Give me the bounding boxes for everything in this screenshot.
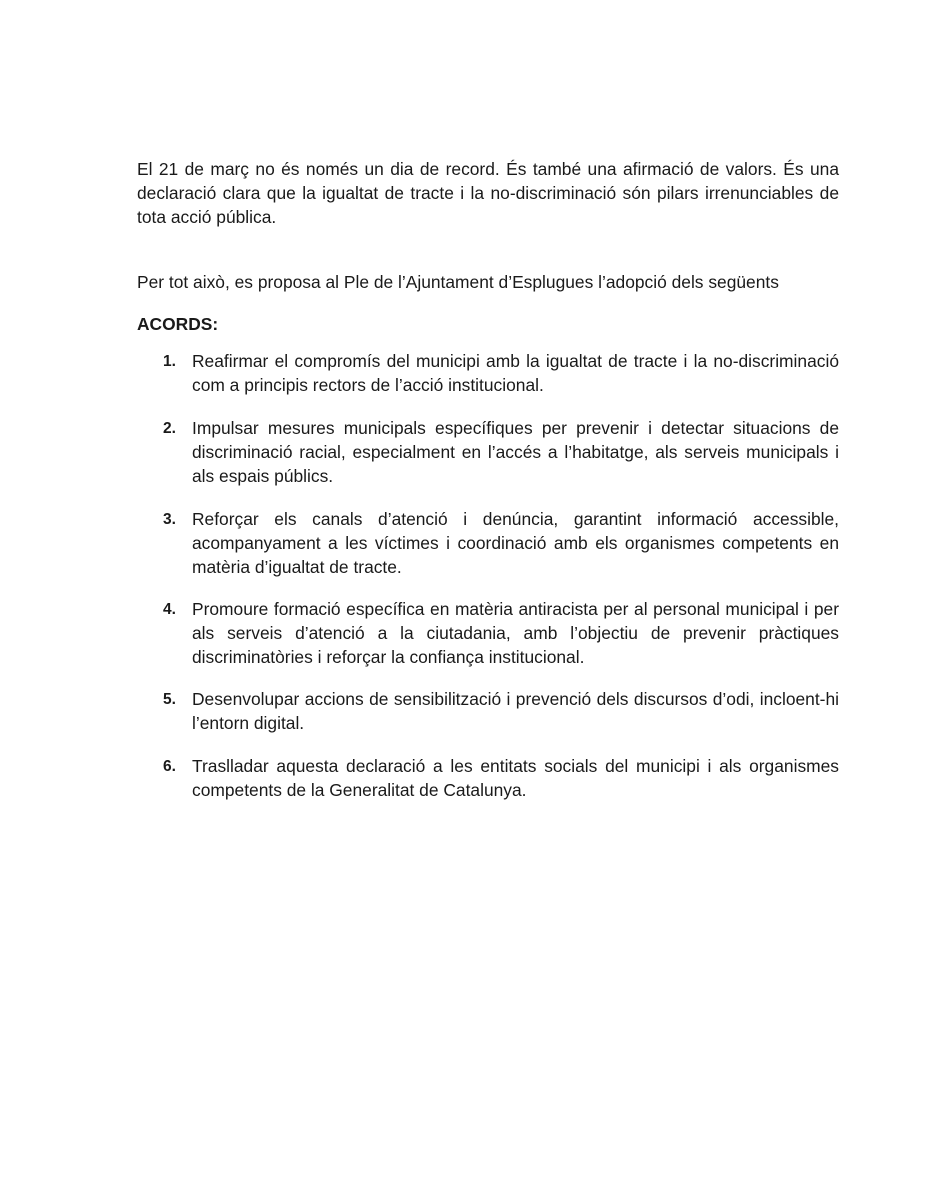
agreement-number: 3. [163,511,176,528]
agreement-number: 5. [163,691,176,708]
agreement-text: Desenvolupar accions de sensibilització i prevenció dels discursos d’odi, incloent-hi l’entorn digital. [192,689,839,734]
agreement-number: 1. [163,353,176,370]
agreements-heading: ACORDS: [137,314,219,334]
agreement-number: 4. [163,601,176,618]
proposal-paragraph: Per tot això, es proposa al Ple de l’Ajuntament d’Esplugues l’adopció dels següents [137,272,779,292]
agreement-text: Impulsar mesures municipals específiques per prevenir i detectar situacions de discriminació racial, especialment en l’accés a l’habitatge, als serveis municipals i als espais públics. [192,418,839,487]
agreement-text: Promoure formació específica en matèria antiracista per al personal municipal i per als serveis d’atenció a la ciutadania, amb l’objectiu de prevenir pràctiques discriminatòries i reforçar la confiança institucional. [192,599,839,668]
agreement-number: 2. [163,420,176,437]
agreement-text: Reafirmar el compromís del municipi amb la igualtat de tracte i la no-discriminació com a principis rectors de l’acció institucional. [192,351,839,396]
agreement-number: 6. [163,758,176,775]
agreement-text: Traslladar aquesta declaració a les entitats socials del municipi i als organismes competents de la Generalitat de Catalunya. [192,756,839,801]
agreement-text: Reforçar els canals d’atenció i denúncia, garantint informació accessible, acompanyament a les víctimes i coordinació amb els organismes competents en matèria d’igualtat de tracte. [192,509,839,578]
intro-paragraph: El 21 de març no és només un dia de record. És també una afirmació de valors. És una declaració clara que la igualtat de tracte i la no-discriminació són pilars irrenunciables de tota acció pública. [137,159,839,228]
